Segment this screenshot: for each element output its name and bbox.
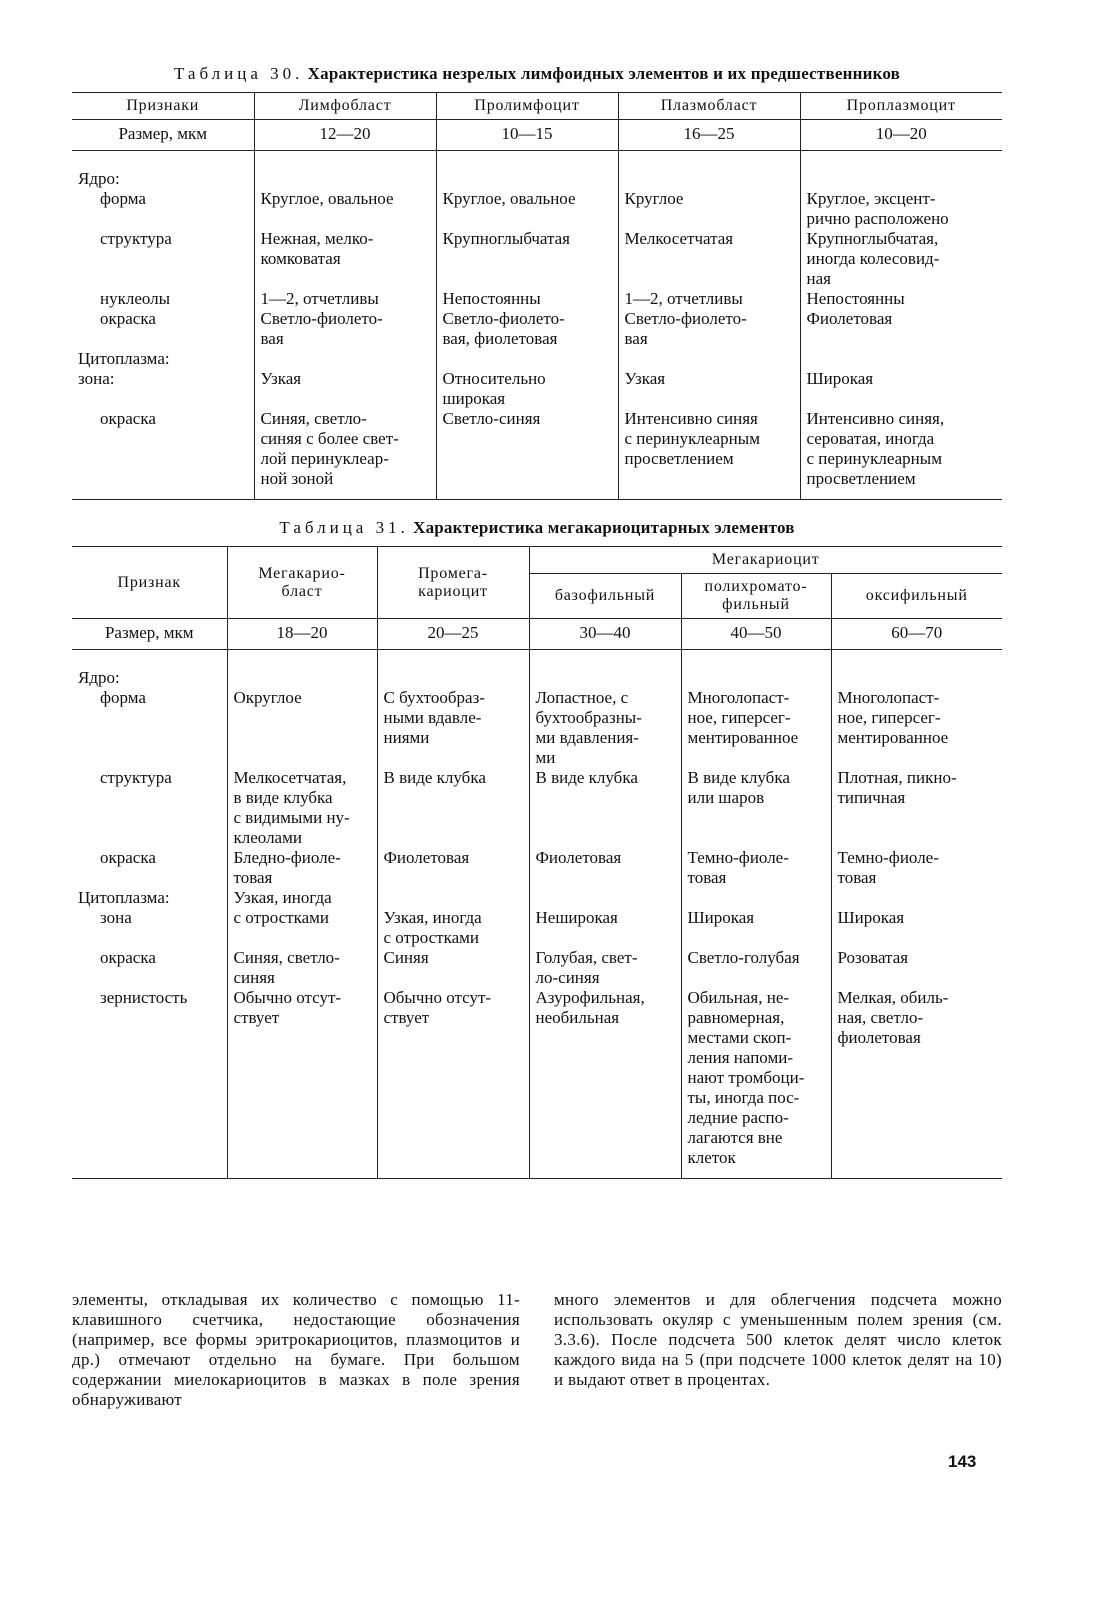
cell-line: в виде клубка: [233, 788, 333, 807]
cell-line: 1—2, отчетливы: [260, 289, 379, 308]
t30-header: Плазмобласт: [618, 93, 800, 120]
row-label: нуклеолы: [100, 289, 171, 308]
t31-size: 20—25: [377, 619, 529, 650]
cell-line: синяя с более свет-: [260, 429, 399, 448]
table31: [72, 546, 1002, 1179]
cell-line: [536, 928, 675, 948]
cell-line: [625, 209, 794, 229]
cell-line: лой перинуклеар-: [260, 449, 389, 468]
cell-line: [443, 269, 612, 289]
cell-line: Фиолетовая: [383, 848, 470, 867]
cell-line: Непостоянны: [442, 289, 541, 308]
cell-line: вая: [260, 329, 284, 348]
cell-line: Мелкосетчатая: [624, 229, 734, 248]
cell-line: Обычно отсут-: [233, 988, 342, 1007]
t30-col-prolymphocyte: [436, 151, 618, 500]
cell-line: [688, 888, 825, 908]
row-label: Цитоплазма:: [78, 349, 170, 368]
cell-line: фиолетовая: [837, 1028, 921, 1047]
t31-size: 30—40: [529, 619, 681, 650]
cell-line: [838, 748, 997, 768]
cell-line: Лопастное, с: [535, 688, 629, 707]
cell-line: рично расположено: [806, 209, 949, 228]
cell-line: с отростками: [233, 908, 330, 927]
cell-line: Узкая, иногда: [233, 888, 332, 907]
cell-line: Светло-фиолето-: [442, 309, 565, 328]
cell-line: комковатая: [260, 249, 341, 268]
cell-line: [807, 349, 997, 369]
cell-line: Синяя, светло-: [233, 948, 340, 967]
t30-col-proplasmocyte: [800, 151, 1002, 500]
cell-line: Многолопаст-: [837, 688, 940, 707]
cell-line: [688, 968, 825, 988]
cell-line: Обычно отсут-: [383, 988, 492, 1007]
t31-labels: [72, 650, 227, 1179]
cell-line: клеток: [687, 1148, 736, 1167]
row-label: окраска: [100, 948, 156, 967]
cell-line: ная: [806, 269, 831, 288]
t31-col-oxyphil: [831, 650, 1002, 1179]
t30-col-lymphoblast: [254, 151, 436, 500]
cell-line: ное, гиперсег-: [687, 708, 791, 727]
row-label: [78, 389, 248, 409]
cell-line: сероватая, иногда: [806, 429, 935, 448]
cell-line: [384, 868, 523, 888]
cell-line: [625, 269, 794, 289]
cell-line: ментированное: [837, 728, 949, 747]
table31-caption: [72, 518, 1002, 538]
cell-line: Светло-фиолето-: [260, 309, 383, 328]
cell-line: ледние распо-: [687, 1108, 789, 1127]
row-label: Ядро:: [78, 169, 120, 188]
cell-line: [625, 349, 794, 369]
cell-line: [536, 888, 675, 908]
cell-line: [384, 888, 523, 908]
t31-header-megakariocyte: Мегакариоцит: [529, 547, 1002, 574]
cell-line: Интенсивно синяя,: [806, 409, 945, 428]
cell-line: Узкая, иногда: [383, 908, 482, 927]
t31-size: 40—50: [681, 619, 831, 650]
cell-line: Крупноглыбчатая,: [806, 229, 939, 248]
cell-line: [384, 808, 523, 828]
cell-line: 1—2, отчетливы: [624, 289, 743, 308]
cell-line: Широкая: [806, 369, 874, 388]
cell-line: ты, иногда пос-: [687, 1088, 800, 1107]
row-label: зона:: [78, 369, 115, 388]
cell-line: Мелкосетчатая,: [233, 768, 347, 787]
cell-line: [807, 329, 997, 349]
row-label: Ядро:: [78, 668, 120, 687]
t30-header: Признаки: [72, 93, 254, 120]
t31-header-polychrom: полихромато- фильный: [681, 574, 831, 619]
cell-line: [261, 269, 430, 289]
row-label: [78, 828, 221, 848]
cell-line: ми вдавления-: [535, 728, 639, 747]
cell-line: Обильная, не-: [687, 988, 790, 1007]
cell-line: товая: [687, 868, 727, 887]
cell-line: [807, 169, 997, 189]
cell-line: иногда колесовид-: [806, 249, 940, 268]
cell-line: [625, 169, 794, 189]
cell-line: Относительно: [442, 369, 546, 388]
cell-line: [536, 788, 675, 808]
cell-line: Непостоянны: [806, 289, 905, 308]
cell-line: с перинуклеарным: [624, 429, 760, 448]
cell-line: ментированное: [687, 728, 799, 747]
t30-header: Лимфобласт: [254, 93, 436, 120]
cell-line: Крупноглыбчатая: [442, 229, 570, 248]
cell-line: Круглое, овальное: [442, 189, 576, 208]
cell-line: [261, 169, 430, 189]
row-label: [78, 928, 221, 948]
page-number: 143: [948, 1452, 977, 1471]
cell-line: Голубая, свет-: [535, 948, 638, 967]
row-label: окраска: [100, 848, 156, 867]
cell-line: вая: [624, 329, 648, 348]
cell-line: [261, 389, 430, 409]
cell-line: широкая: [442, 389, 506, 408]
row-label: зернистость: [100, 988, 188, 1007]
cell-line: Темно-фиоле-: [837, 848, 939, 867]
t31-size-label: Размер, мкм: [72, 619, 227, 650]
cell-line: [838, 668, 997, 688]
row-label: [78, 748, 221, 768]
cell-line: Широкая: [687, 908, 755, 927]
cell-line: Плотная, пикно-: [837, 768, 957, 787]
table30-caption: [72, 64, 1002, 84]
cell-line: [807, 389, 997, 409]
cell-line: с перинуклеарным: [806, 449, 942, 468]
text-column-right: много элементов и для облегчения подсчета можно использовать окуляр с уменьшенным полем зрения (см. 3.3.6). После подсчета 500 клеток делят число клеток каждого вида на 5 (при подсчете 1000 клеток делят на 10) и выдают ответ в процентах.: [554, 1290, 1002, 1389]
cell-line: товая: [233, 868, 273, 887]
cell-line: [443, 249, 612, 269]
cell-line: Фиолетовая: [535, 848, 622, 867]
cell-line: [838, 808, 997, 828]
t31-header-feature: Признак: [72, 547, 227, 619]
row-label: [78, 868, 221, 888]
t31-size: 18—20: [227, 619, 377, 650]
t30-size: 10—15: [436, 120, 618, 151]
cell-line: просветлением: [806, 469, 916, 488]
t31-header-promegakariocyte: Промега- кариоцит: [377, 547, 529, 619]
row-label: [78, 808, 221, 828]
cell-line: ной зоной: [260, 469, 334, 488]
cell-line: ное, гиперсег-: [837, 708, 941, 727]
cell-line: [234, 748, 371, 768]
table31-caption-title: Характеристика мегакариоцитарных элементов: [413, 518, 795, 537]
row-label: [78, 249, 248, 269]
cell-line: ми: [535, 748, 556, 767]
cell-line: ная, светло-: [837, 1008, 924, 1027]
cell-line: Светло-фиолето-: [624, 309, 747, 328]
cell-line: Бледно-фиоле-: [233, 848, 341, 867]
row-label: [78, 728, 221, 748]
cell-line: клеолами: [233, 828, 302, 847]
t31-header-basophil: базофильный: [529, 574, 681, 619]
cell-line: вая, фиолетовая: [442, 329, 558, 348]
cell-line: [838, 888, 997, 908]
cell-line: [688, 828, 825, 848]
cell-line: Широкая: [837, 908, 905, 927]
row-label: зона: [100, 908, 132, 927]
cell-line: равномерная,: [687, 1008, 785, 1027]
cell-line: [838, 928, 997, 948]
row-label: окраска: [100, 309, 156, 328]
cell-line: С бухтообраз-: [383, 688, 485, 707]
cell-line: необильная: [535, 1008, 620, 1027]
text-column-left: элементы, откладывая их количество с помощью 11-клавишного счетчика, недостающие обозначения (например, все формы эритрокариоцитов, плазмоцитов и др.) отмечают отдельно на бумаге. При большом содержании миелокариоцитов в мазках в поле зрения обнаруживают: [72, 1290, 520, 1409]
cell-line: В виде клубка: [383, 768, 486, 787]
cell-line: [536, 668, 675, 688]
cell-line: ниями: [383, 728, 430, 747]
cell-line: или шаров: [687, 788, 765, 807]
cell-line: [261, 209, 430, 229]
cell-line: [625, 389, 794, 409]
row-label: форма: [100, 688, 146, 707]
cell-line: [234, 928, 371, 948]
t30-size: 12—20: [254, 120, 436, 151]
cell-line: Узкая: [624, 369, 666, 388]
t31-col-megakarioblast: [227, 650, 377, 1179]
cell-line: Фиолетовая: [806, 309, 893, 328]
row-label: [78, 269, 248, 289]
cell-line: Круглое, овальное: [260, 189, 394, 208]
body-text: [72, 1290, 1002, 1410]
row-label: [78, 209, 248, 229]
cell-line: [625, 249, 794, 269]
cell-line: типичная: [837, 788, 906, 807]
cell-line: [688, 808, 825, 828]
table30: [72, 92, 1002, 500]
t30-header: Проплазмоцит: [800, 93, 1002, 120]
cell-line: Синяя: [383, 948, 429, 967]
cell-line: с отростками: [383, 928, 480, 947]
cell-line: Круглое, эксцент-: [806, 189, 936, 208]
cell-line: В виде клубка: [687, 768, 790, 787]
cell-line: [234, 708, 371, 728]
cell-line: Светло-синяя: [442, 409, 541, 428]
t30-size: 10—20: [800, 120, 1002, 151]
row-label: [78, 708, 221, 728]
cell-line: Многолопаст-: [687, 688, 790, 707]
cell-line: [443, 169, 612, 189]
cell-line: [443, 349, 612, 369]
cell-line: Мелкая, обиль-: [837, 988, 949, 1007]
cell-line: Синяя, светло-: [260, 409, 367, 428]
row-label: структура: [100, 229, 172, 248]
t30-labels: [72, 151, 254, 500]
cell-line: нают тромбоци-: [687, 1068, 805, 1087]
cell-line: [261, 349, 430, 369]
cell-line: [688, 928, 825, 948]
cell-line: с видимыми ну-: [233, 808, 350, 827]
cell-line: [838, 828, 997, 848]
table30-caption-title: Характеристика незрелых лимфоидных элементов и их предшественников: [307, 64, 901, 83]
row-label: [78, 788, 221, 808]
cell-line: [384, 788, 523, 808]
cell-line: [536, 828, 675, 848]
cell-line: [234, 728, 371, 748]
cell-line: лагаются вне: [687, 1128, 783, 1147]
row-label: окраска: [100, 409, 156, 428]
cell-line: Узкая: [260, 369, 302, 388]
cell-line: [384, 748, 523, 768]
cell-line: [536, 868, 675, 888]
cell-line: [384, 668, 523, 688]
t31-header-megakarioblast: Мегакарио- бласт: [227, 547, 377, 619]
cell-line: Светло-голубая: [687, 948, 800, 967]
cell-line: [838, 968, 997, 988]
cell-line: Темно-фиоле-: [687, 848, 789, 867]
t31-col-basophil: [529, 650, 681, 1179]
t30-header: Пролимфоцит: [436, 93, 618, 120]
t30-size-label: Размер, мкм: [72, 120, 254, 151]
cell-line: [443, 209, 612, 229]
cell-line: Нежная, мелко-: [260, 229, 374, 248]
cell-line: ло-синяя: [535, 968, 600, 987]
cell-line: [688, 748, 825, 768]
cell-line: товая: [837, 868, 877, 887]
cell-line: ствует: [383, 1008, 430, 1027]
cell-line: Неширокая: [535, 908, 618, 927]
row-label: форма: [100, 189, 146, 208]
cell-line: синяя: [233, 968, 275, 987]
t31-size: 60—70: [831, 619, 1002, 650]
row-label: [78, 968, 221, 988]
cell-line: ными вдавле-: [383, 708, 482, 727]
t30-size: 16—25: [618, 120, 800, 151]
cell-line: [536, 808, 675, 828]
cell-line: ствует: [233, 1008, 280, 1027]
t30-col-plasmoblast: [618, 151, 800, 500]
cell-line: Круглое: [624, 189, 684, 208]
cell-line: Интенсивно синяя: [624, 409, 758, 428]
t31-col-polychrom: [681, 650, 831, 1179]
cell-line: Округлое: [233, 688, 302, 707]
cell-line: просветлением: [624, 449, 734, 468]
cell-line: [384, 968, 523, 988]
page-content: [72, 60, 1002, 1179]
cell-line: В виде клубка: [535, 768, 638, 787]
cell-line: [234, 668, 371, 688]
cell-line: Розоватая: [837, 948, 909, 967]
cell-line: [384, 828, 523, 848]
cell-line: [688, 668, 825, 688]
row-label: структура: [100, 768, 172, 787]
t31-col-promegakariocyte: [377, 650, 529, 1179]
cell-line: местами скоп-: [687, 1028, 792, 1047]
cell-line: ления напоми-: [687, 1048, 794, 1067]
cell-line: бухтообразны-: [535, 708, 642, 727]
table31-caption-prefix: Таблица 31.: [279, 518, 409, 537]
row-label: [78, 329, 248, 349]
t31-header-oxyphil: оксифильный: [831, 574, 1002, 619]
table30-caption-prefix: Таблица 30.: [173, 64, 304, 83]
row-label: Цитоплазма:: [78, 888, 170, 907]
cell-line: Азурофильная,: [535, 988, 645, 1007]
